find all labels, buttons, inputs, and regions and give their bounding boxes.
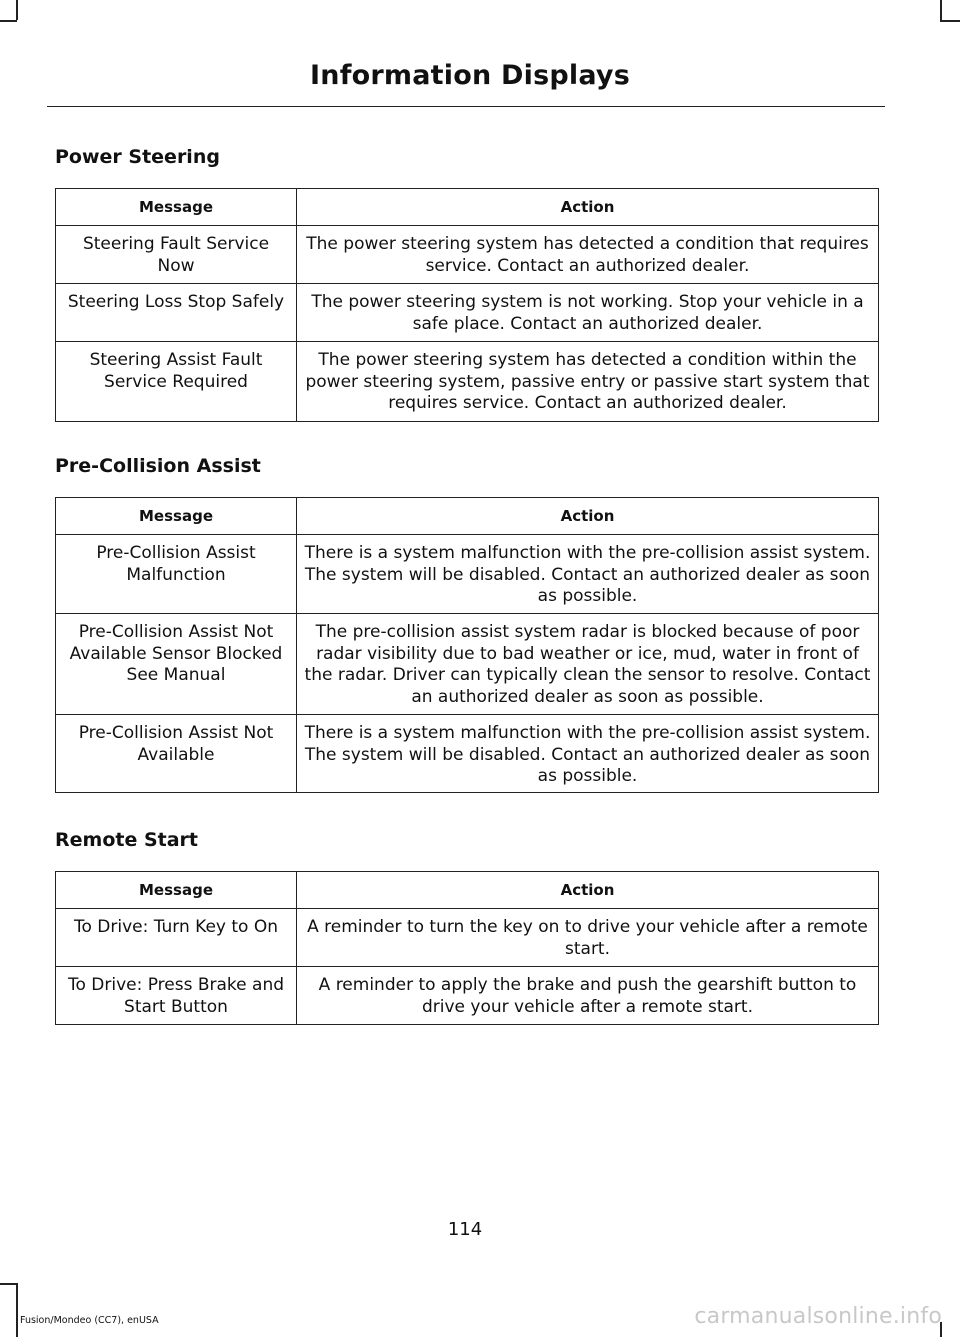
footer-model-text: Fusion/Mondeo (CC7), enUSA [20, 1315, 159, 1326]
table-row [56, 715, 879, 793]
message-cell: Steering Loss Stop Safely [56, 284, 297, 342]
table-row [56, 535, 879, 614]
table-header-row [56, 498, 879, 535]
table-row [56, 967, 879, 1025]
message-cell: To Drive: Turn Key to On [56, 909, 297, 967]
table-row [56, 909, 879, 967]
crop-mark-top-left [16, 0, 18, 20]
section-title: Remote Start [55, 829, 198, 851]
section-remote-start [55, 829, 878, 1025]
table-row [56, 284, 879, 342]
column-header-message: Message [56, 189, 297, 226]
crop-mark-bottom-left [16, 1283, 18, 1337]
table-header-row [56, 189, 879, 226]
section-title: Power Steering [55, 146, 220, 168]
header-divider [47, 106, 885, 107]
message-cell: Pre-Collision Assist Not Available [56, 715, 297, 793]
section-power-steering [55, 146, 878, 422]
table-header-row [56, 872, 879, 909]
section-title: Pre-Collision Assist [55, 455, 261, 477]
action-cell: A reminder to apply the brake and push the gearshift button to drive your vehicle after a remote start. [297, 967, 879, 1025]
action-cell: The pre-collision assist system radar is blocked because of poor radar visibility due to bad weather or ice, mud, water in front of the radar. Driver can typically clean the sensor to resolve. Contact an authorized dealer as soon as possible. [297, 614, 879, 715]
action-cell: The power steering system is not working. Stop your vehicle in a safe place. Contact an authorized dealer. [297, 284, 879, 342]
crop-mark-top-left [0, 20, 17, 22]
column-header-message: Message [56, 872, 297, 909]
message-cell: Pre-Collision Assist Malfunction [56, 535, 297, 614]
crop-mark-top-right [940, 20, 960, 22]
table-row [56, 614, 879, 715]
page-number: 114 [447, 1219, 483, 1240]
action-cell: The power steering system has detected a condition within the power steering system, passive entry or passive start system that requires service. Contact an authorized dealer. [297, 342, 879, 422]
table-row [56, 342, 879, 422]
action-cell: The power steering system has detected a condition that requires service. Contact an authorized dealer. [297, 226, 879, 284]
crop-mark-bottom-left [0, 1283, 17, 1285]
section-pre-collision-assist [55, 455, 878, 793]
watermark: carmanualsonline.info [694, 1304, 942, 1329]
pre-collision-assist-table [55, 497, 879, 793]
message-cell: Steering Fault Service Now [56, 226, 297, 284]
column-header-action: Action [297, 872, 879, 909]
message-cell: To Drive: Press Brake and Start Button [56, 967, 297, 1025]
power-steering-table [55, 188, 879, 422]
remote-start-table [55, 871, 879, 1025]
page-title: Information Displays [310, 60, 630, 91]
message-cell: Steering Assist Fault Service Required [56, 342, 297, 422]
action-cell: There is a system malfunction with the pre-collision assist system. The system will be disabled. Contact an authorized dealer as soon as possible. [297, 715, 879, 793]
column-header-action: Action [297, 189, 879, 226]
column-header-action: Action [297, 498, 879, 535]
crop-mark-top-right [940, 0, 942, 20]
table-row [56, 226, 879, 284]
action-cell: A reminder to turn the key on to drive your vehicle after a remote start. [297, 909, 879, 967]
column-header-message: Message [56, 498, 297, 535]
message-cell: Pre-Collision Assist Not Available Sensor Blocked See Manual [56, 614, 297, 715]
action-cell: There is a system malfunction with the pre-collision assist system. The system will be disabled. Contact an authorized dealer as soon as possible. [297, 535, 879, 614]
